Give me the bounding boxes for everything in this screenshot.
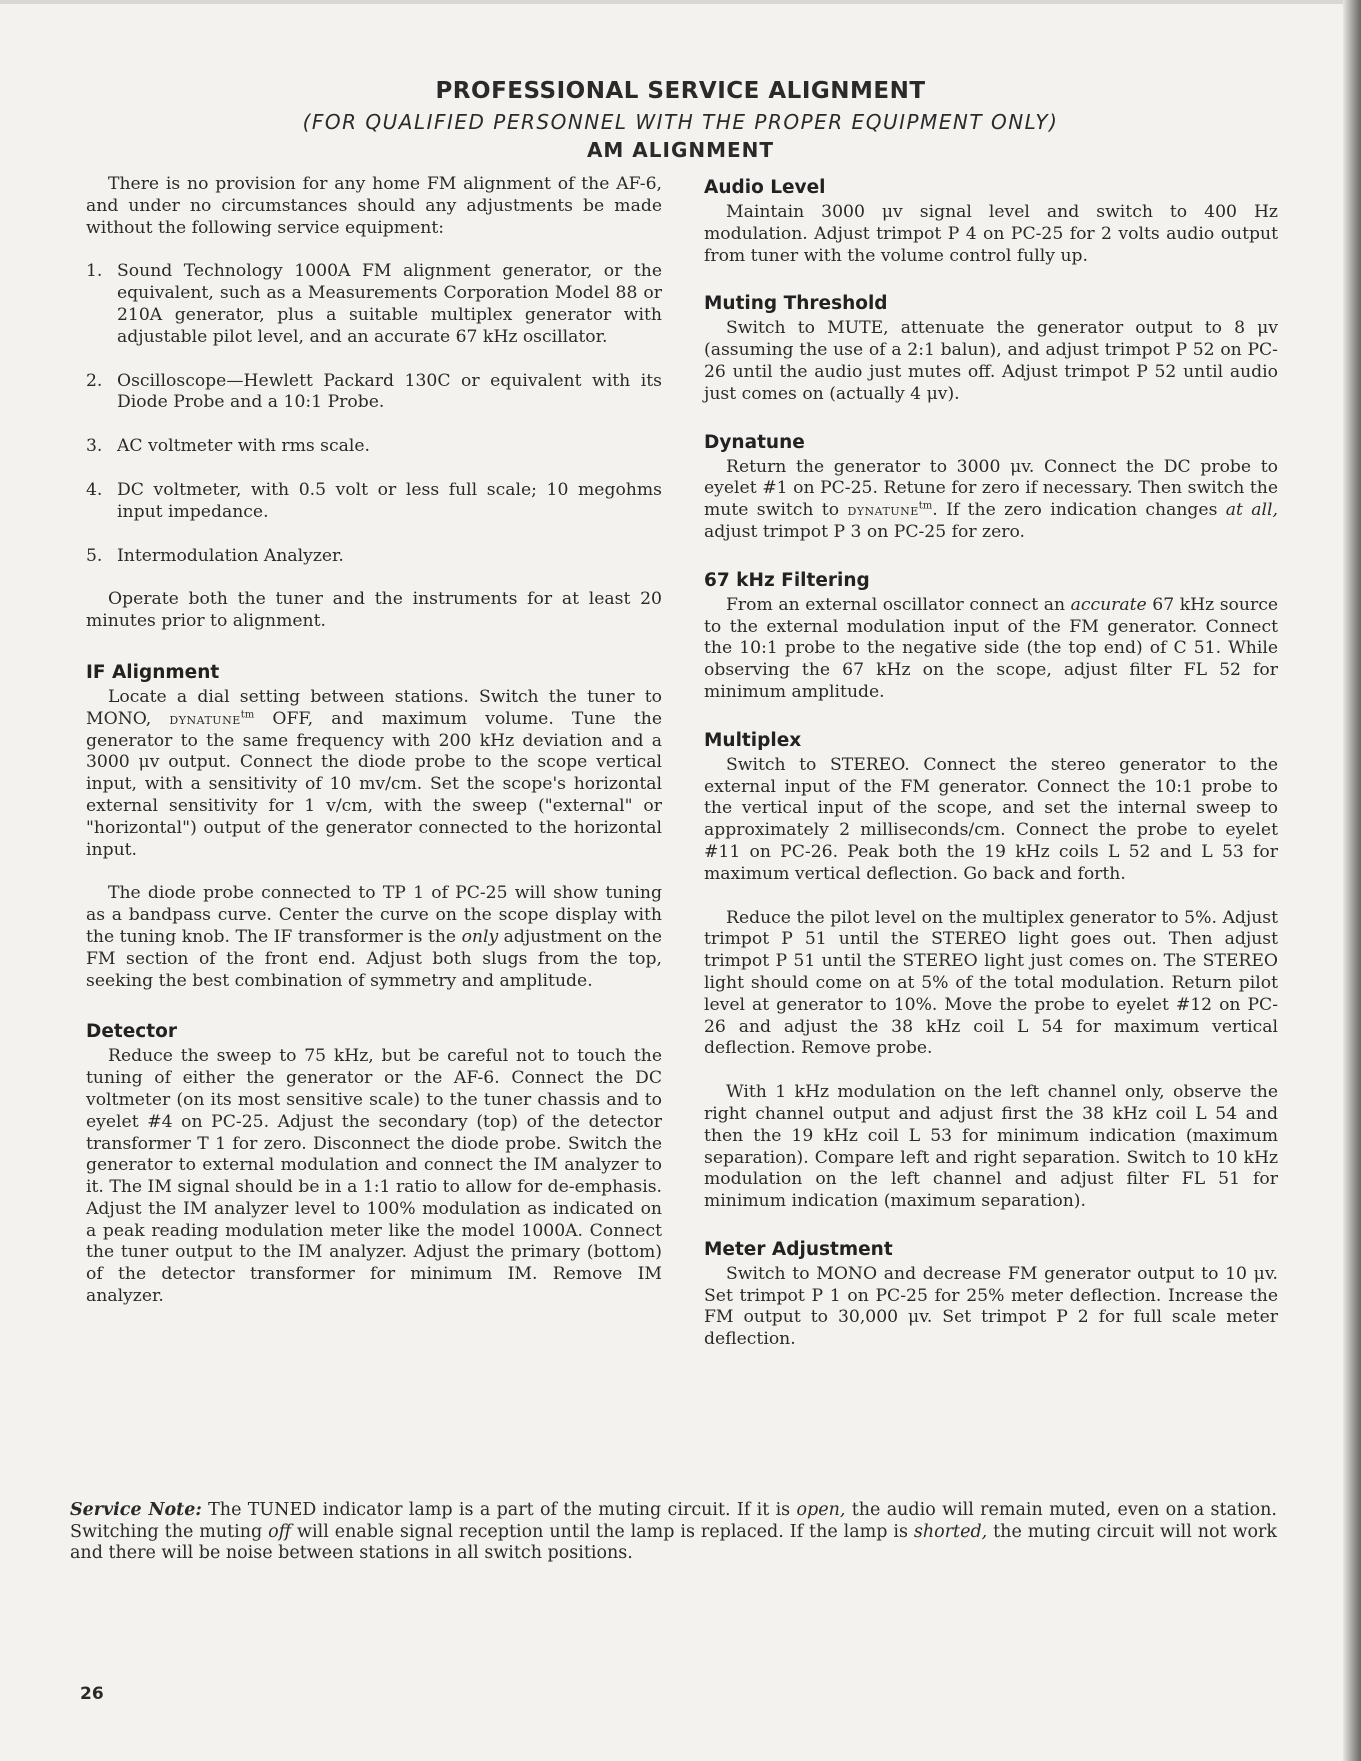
- muting-threshold-heading: Muting Threshold: [704, 293, 888, 315]
- page-title: PROFESSIONAL SERVICE ALIGNMENT: [435, 78, 926, 104]
- meter-adjustment-paragraph: Switch to MONO and decrease FM generator output to 10 μv. Set trimpot P 1 on PC-25 for 25% meter deflection. Increase the FM output to 30,000 μv. Set trimpot P 2 for full scale meter deflection.: [704, 1263, 1278, 1350]
- tm-mark: tm: [918, 500, 933, 512]
- emphasis-accurate: accurate: [1070, 594, 1147, 615]
- list-item-text: AC voltmeter with rms scale.: [117, 436, 370, 457]
- dynatune-text-part: . If the zero indication changes: [932, 500, 1226, 521]
- list-item-text: DC voltmeter, with 0.5 volt or less full scale; 10 megohms input impedance.: [117, 479, 662, 522]
- list-item: [86, 436, 662, 458]
- detector-heading: Detector: [86, 1021, 177, 1043]
- list-item-text: Intermodulation Analyzer.: [117, 545, 344, 566]
- list-number: 5.: [86, 545, 103, 566]
- list-item: [86, 371, 662, 415]
- dynatune-trademark: dynatune: [847, 501, 919, 520]
- filtering-text-part: 67 kHz source to the external modulation input of the FM generator. Connect the 10:1 probe to the negative side (the top end) of C 51. While observing the 67 kHz on the scope, adjust filter FL 52 for minimum amplitude.: [704, 594, 1278, 702]
- list-number: 3.: [86, 436, 103, 457]
- if-alignment-heading: IF Alignment: [86, 661, 220, 683]
- equipment-list: [86, 261, 662, 567]
- muting-threshold-paragraph: Switch to MUTE, attenuate the generator output to 8 μv (assuming the use of a 2:1 balun), and adjust trimpot P 52 on PC-26 until the audio just mutes off. Adjust trimpot P 52 until audio just comes on (actually 4 μv).: [704, 318, 1278, 404]
- multiplex-paragraph-2: Reduce the pilot level on the multiplex generator to 5%. Adjust trimpot P 51 until the STEREO light goes out. Then adjust trimpot P 51 until the STEREO light just comes on. The STEREO light should come on at 5% of the total modulation. Return pilot level at generator to 10%. Move the probe to eyelet #12 on PC-26 and adjust the 38 kHz coil L 54 for maximum vertical deflection. Remove probe.: [704, 907, 1278, 1059]
- meter-adjustment-heading: Meter Adjustment: [704, 1238, 893, 1260]
- list-item: [86, 546, 662, 568]
- multiplex-heading: Multiplex: [704, 729, 802, 751]
- list-item: [86, 261, 662, 348]
- page-number: 26: [80, 1684, 104, 1704]
- list-number: 4.: [86, 479, 103, 500]
- if-probe-text-part: adjustment on the FM section of the front end. Adjust both slugs from the top, seeking the best combination of symmetry and amplitude.: [86, 926, 662, 991]
- intro-paragraph: There is no provision for any home FM alignment of the AF-6, and under no circumstances should any adjustments be made without the following service equipment:: [86, 174, 662, 238]
- emphasis-shorted: shorted,: [913, 1521, 988, 1542]
- if-alignment-paragraph: [86, 687, 662, 861]
- page-binding-edge: [1343, 0, 1361, 1761]
- list-number: 2.: [86, 370, 103, 391]
- if-text-part: Locate a dial setting between stations. Switch the tuner to MONO,: [86, 686, 662, 729]
- audio-level-paragraph: Maintain 3000 μv signal level and switch to 400 Hz modulation. Adjust trimpot P 4 on PC-25 for 2 volts audio output from tuner with the volume control fully up.: [704, 202, 1278, 266]
- right-column: [704, 176, 1278, 1351]
- filtering-text-part: From an external oscillator connect an: [726, 594, 1071, 615]
- service-note-label: Service Note:: [70, 1500, 202, 1520]
- list-number: 1.: [86, 261, 103, 282]
- left-column: [86, 174, 662, 1308]
- multiplex-paragraph-3: With 1 kHz modulation on the left channel only, observe the right channel output and adjust first the 38 kHz coil L 54 and then the 19 kHz coil L 53 for minimum indication (maximum separation). Compare left and right separation. Switch to 10 kHz modulation on the left channel and adjust filter FL 51 for minimum indication (maximum separation).: [704, 1082, 1278, 1212]
- list-item-text: Sound Technology 1000A FM alignment generator, or the equivalent, such as a Measurements Corporation Model 88 or 210A generator, plus a suitable multiplex generator with adjustable pilot level, and an accurate 67 kHz oscillator.: [117, 261, 662, 347]
- service-note: [70, 1500, 1277, 1565]
- page-top-edge: [0, 0, 1361, 4]
- dynatune-text-part: Return the generator to 3000 μv. Connect the DC probe to eyelet #1 on PC-25. Retune for zero if necessary. Then switch the mute switch to: [704, 456, 1278, 521]
- section-title: AM ALIGNMENT: [586, 138, 775, 162]
- emphasis-open: open,: [796, 1500, 846, 1520]
- tm-mark: tm: [240, 709, 255, 721]
- if-probe-text-part: The diode probe connected to TP 1 of PC-25 will show tuning as a bandpass curve. Center the curve on the scope display with the tuning knob. The IF transformer is the: [86, 883, 662, 947]
- dynatune-paragraph: [704, 457, 1278, 544]
- page-subtitle: (FOR QUALIFIED PERSONNEL WITH THE PROPER EQUIPMENT ONLY): [302, 110, 1059, 134]
- filtering-paragraph: [704, 595, 1278, 704]
- detector-paragraph: Reduce the sweep to 75 kHz, but be careful not to touch the tuning of either the generator or the AF-6. Connect the DC voltmeter (on its most sensitive scale) to the tuner chassis and to eyelet #4 on PC-25. Adjust the secondary (top) of the detector transformer T 1 for zero. Disconnect the diode probe. Switch the generator to external modulation and connect the IM analyzer to it. The IM signal should be in a 1:1 ratio to allow for de-emphasis. Adjust the IM analyzer level to 100% modulation as indicated on a peak reading modulation meter like the model 1000A. Connect the tuner output to the IM analyzer. Adjust the primary (bottom) of the detector transformer for minimum IM. Remove IM analyzer.: [86, 1046, 662, 1307]
- emphasis-at-all: at all,: [1225, 500, 1278, 521]
- service-note-text: the audio will remain muted, even on a station. Switching the muting: [70, 1500, 1277, 1542]
- service-note-text: the muting circuit will not work and there will be noise between stations in all switch positions.: [70, 1521, 1277, 1563]
- operate-paragraph: Operate both the tuner and the instruments for at least 20 minutes prior to alignment.: [86, 589, 662, 632]
- dynatune-text-part: adjust trimpot P 3 on PC-25 for zero.: [704, 521, 1025, 542]
- if-text-part: OFF, and maximum volume. Tune the generator to the same frequency with 200 kHz deviation and a 3000 μv output. Connect the diode probe to the scope vertical input, with a sensitivity of 10 mv/cm. Set the scope's horizontal external sensitivity for 1 v/cm, with the sweep ("external" or "horizontal") output of the generator connected to the horizontal input.: [86, 708, 662, 860]
- if-probe-paragraph: [86, 883, 662, 992]
- list-item-text: Oscilloscope—Hewlett Packard 130C or equivalent with its Diode Probe and a 10:1 Probe.: [117, 370, 662, 413]
- dynatune-heading: Dynatune: [704, 431, 805, 453]
- multiplex-paragraph-1: Switch to STEREO. Connect the stereo generator to the external input of the FM generator. Connect the 10:1 probe to the vertical input of the scope, and set the internal sweep to approximately 2 milliseconds/cm. Connect the probe to eyelet #11 on PC-26. Peak both the 19 kHz coils L 52 and L 53 for maximum vertical deflection. Go back and forth.: [704, 754, 1278, 884]
- filtering-heading: 67 kHz Filtering: [704, 569, 870, 591]
- emphasis-only: only: [461, 926, 499, 947]
- audio-level-heading: Audio Level: [704, 177, 826, 198]
- service-note-text: The TUNED indicator lamp is a part of the muting circuit. If it is: [201, 1500, 797, 1520]
- list-item: [86, 480, 662, 524]
- dynatune-trademark: dynatune: [169, 709, 241, 728]
- service-note-text: will enable signal reception until the lamp is replaced. If the lamp is: [291, 1521, 914, 1542]
- emphasis-off: off: [268, 1521, 292, 1542]
